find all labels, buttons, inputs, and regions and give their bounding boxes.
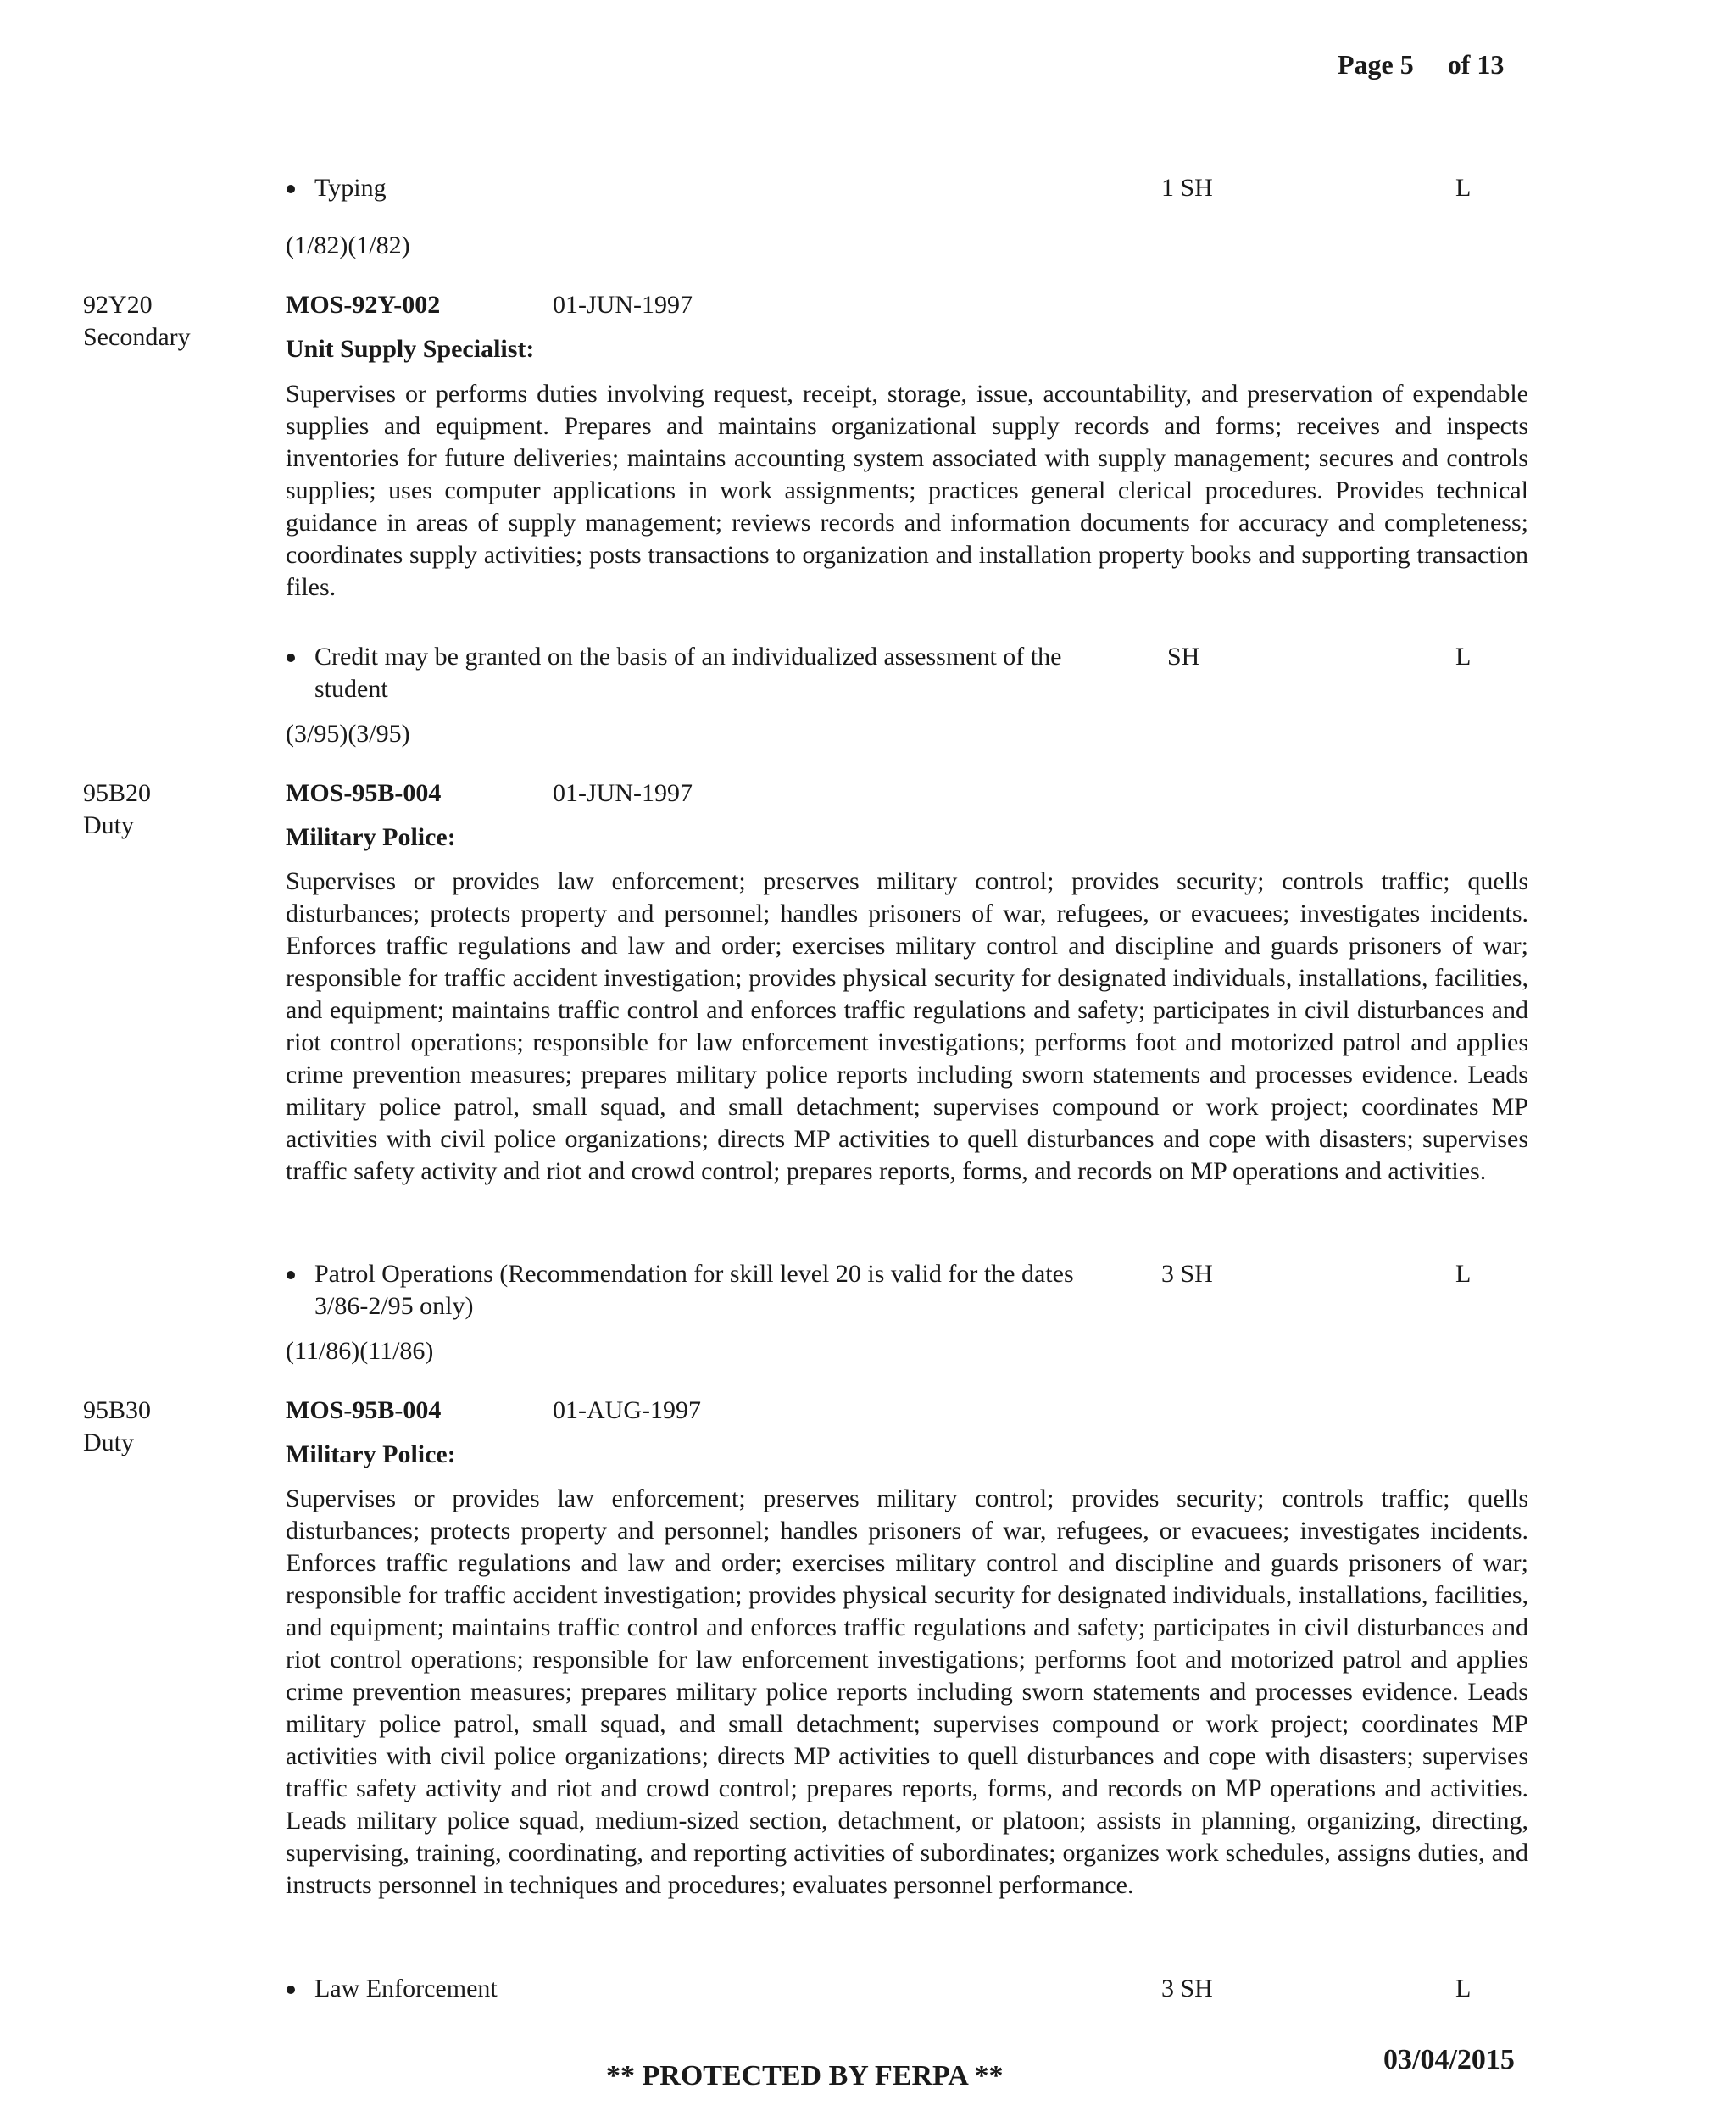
entry-role: Duty — [83, 811, 134, 839]
entry-description: Supervises or performs duties involving request, receipt, storage, issue, accountability, and preservation of expendable supplies and equipment. Prepares and maintains organizational supply records and forms; receives and inspects inventories for future deliveries; maintains accounting system associated with supply management; secures and controls supplies; uses computer applications in work assignments; practices general clerical procedures. Provides technical guidance in areas of supply management; reviews records and information documents for accuracy and completeness; coordinates supply activities; posts transactions to organization and installation property books and supporting transaction files. — [286, 380, 1528, 601]
bullet-credit: 3 SH — [1161, 1974, 1213, 2002]
page-of-label: of 13 — [1447, 49, 1505, 80]
bullet-dot — [287, 654, 295, 662]
footer-date: 03/04/2015 — [1383, 2044, 1515, 2075]
entry-description: Supervises or provides law enforcement; preserves military control; provides security; controls traffic; quells disturbances; protects property and personnel; handles prisoners of war, refugees, or evacuees; investigates incidents. Enforces traffic regulations and law and order; exercises military control and discipline and guards prisoners of war; responsible for traffic accident investigation; provides physical security for designated individuals, installations, facilities, and equipment; maintains traffic control and enforces traffic regulations and safety; participates in civil disturbances and riot control operations; responsible for law enforcement investigations; performs foot and motorized patrol and applies crime prevention measures; prepares military police reports including sworn statements and processes evidence. Leads military police patrol, small squad, and small detachment; supervises compound or work project; coordinates MP activities with civil police organizations; directs MP activities to quell disturbances and cope with disasters; supervises traffic safety activity and riot and crowd control; prepares reports, forms, and records on MP operations and activities. Leads military police squad, medium-sized section, detachment, or platoon; assists in planning, organizing, directing, supervising, training, coordinating, and reporting activities of subordinates; organizes work schedules, assigns duties, and instructs personnel in techniques and procedures; evaluates personnel performance. — [286, 1484, 1528, 1899]
bullet-dot — [287, 1271, 295, 1279]
entry-title: Military Police: — [286, 1440, 456, 1468]
bullet-level: L — [1455, 174, 1472, 202]
entry-code: 92Y20 — [83, 291, 153, 319]
page-number — [1338, 49, 1504, 81]
entry-date: 01-JUN-1997 — [553, 779, 693, 807]
bullet-credit: SH — [1167, 643, 1200, 671]
bullet-credit: 1 SH — [1161, 174, 1213, 202]
entry-date: 01-JUN-1997 — [553, 291, 693, 319]
date-note: (1/82)(1/82) — [286, 231, 410, 259]
entry-title: Unit Supply Specialist: — [286, 335, 535, 363]
entry-role: Secondary — [83, 323, 191, 351]
entry-mos: MOS-92Y-002 — [286, 291, 441, 319]
bullet-course: Law Enforcement — [314, 1974, 498, 2002]
bullet-course: Credit may be granted on the basis of an individualized assessment of the student — [314, 643, 1062, 703]
date-note: (3/95)(3/95) — [286, 720, 410, 748]
bullet-level: L — [1455, 1260, 1472, 1288]
entry-mos: MOS-95B-004 — [286, 1396, 442, 1424]
bullet-course: Patrol Operations (Recommendation for skill level 20 is valid for the dates 3/86-2/95 only) — [314, 1260, 1074, 1320]
bullet-course-typing: Typing — [314, 174, 387, 202]
bullet-level: L — [1455, 1974, 1472, 2002]
entry-description: Supervises or provides law enforcement; preserves military control; provides security; controls traffic; quells disturbances; protects property and personnel; handles prisoners of war, refugees, or evacuees; investigates incidents. Enforces traffic regulations and law and order; exercises military control and discipline and guards prisoners of war; responsible for traffic accident investigation; provides physical security for designated individuals, installations, facilities, and equipment; maintains traffic control and enforces traffic regulations and safety; participates in civil disturbances and riot control operations; responsible for law enforcement investigations; performs foot and motorized patrol and applies crime prevention measures; prepares military police reports including sworn statements and processes evidence. Leads military police patrol, small squad, and small detachment; supervises compound or work project; coordinates MP activities with civil police organizations; directs MP activities to quell disturbances and cope with disasters; supervises traffic safety activity and riot and crowd control; prepares reports, forms, and records on MP operations and activities. — [286, 867, 1528, 1185]
entry-code: 95B20 — [83, 779, 152, 807]
entry-title: Military Police: — [286, 823, 456, 851]
bullet-dot — [287, 185, 295, 193]
entry-mos: MOS-95B-004 — [286, 779, 442, 807]
entry-role: Duty — [83, 1429, 134, 1456]
page-label: Page 5 — [1338, 49, 1414, 80]
bullet-dot — [287, 1986, 295, 1994]
date-note: (11/86)(11/86) — [286, 1337, 434, 1365]
ferpa-notice: ** PROTECTED BY FERPA ** — [606, 2060, 1004, 2091]
entry-date: 01-AUG-1997 — [553, 1396, 701, 1424]
entry-code: 95B30 — [83, 1396, 152, 1424]
bullet-level: L — [1455, 643, 1472, 671]
bullet-credit: 3 SH — [1161, 1260, 1213, 1288]
